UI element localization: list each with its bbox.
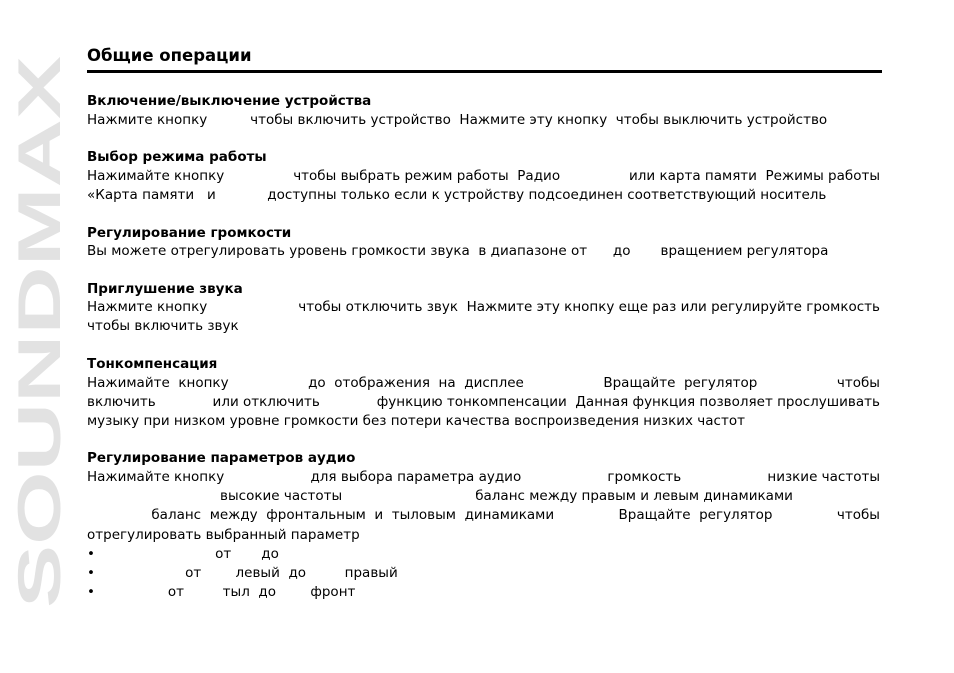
section-text-line: Нажмите кнопку чтобы отключить звук Нажмите эту кнопку еще раз или регулируйте громкость [87, 299, 880, 315]
section-text-line: Нажимайте кнопку чтобы выбрать режим работы Радио или карта памяти Режимы работы [87, 168, 880, 184]
logo-text: SOUNDMAX [6, 257, 73, 608]
section-title-mode: Выбор режима работы [87, 149, 267, 165]
section-text-line: музыку при низком уровне громкости без потери качества воспроизведения низких частот [87, 413, 745, 429]
section-text-line: Вы можете отрегулировать уровень громкости звука в диапазоне от до вращением регулятора [87, 243, 829, 259]
section-title-loudness: Тонкомпенсация [87, 356, 218, 372]
section-text-line: Нажимайте кнопку до отображения на дисплее Вращайте регулятор чтобы [87, 375, 880, 391]
section-title-volume: Регулирование громкости [87, 225, 292, 241]
section-title-power: Включение/выключение устройства [87, 93, 372, 109]
page-title: Общие операции [87, 46, 252, 65]
section-text-line: Нажимайте кнопку для выбора параметра аудио громкость низкие частоты [87, 469, 880, 485]
bullet-marker: • [87, 546, 95, 562]
section-title-audio: Регулирование параметров аудио [87, 450, 356, 466]
section-text-line: «Карта памяти и доступны только если к устройству подсоединен соответствующий носитель [87, 187, 827, 203]
bullet-marker: • [87, 584, 95, 600]
bullet-item: • от тыл до фронт [87, 584, 356, 600]
bullet-marker: • [87, 565, 95, 581]
section-text-line: отрегулировать выбранный параметр [87, 527, 360, 543]
bullet-item: • от до [87, 546, 279, 562]
section-text-line: Нажмите кнопку чтобы включить устройство Нажмите эту кнопку чтобы выключить устройство [87, 112, 828, 128]
soundmax-logo [6, 56, 73, 608]
section-text-line: включить или отключить функцию тонкомпенсации Данная функция позволяет прослушивать [87, 394, 880, 410]
title-divider [87, 70, 882, 73]
section-text-line: высокие частоты баланс между правым и левым динамиками [87, 488, 793, 504]
section-text-line: чтобы включить звук [87, 318, 239, 334]
section-text-line: баланс между фронтальным и тыловым динамиками Вращайте регулятор чтобы [151, 507, 880, 523]
section-title-mute: Приглушение звука [87, 281, 243, 297]
bullet-item: • от левый до правый [87, 565, 398, 581]
